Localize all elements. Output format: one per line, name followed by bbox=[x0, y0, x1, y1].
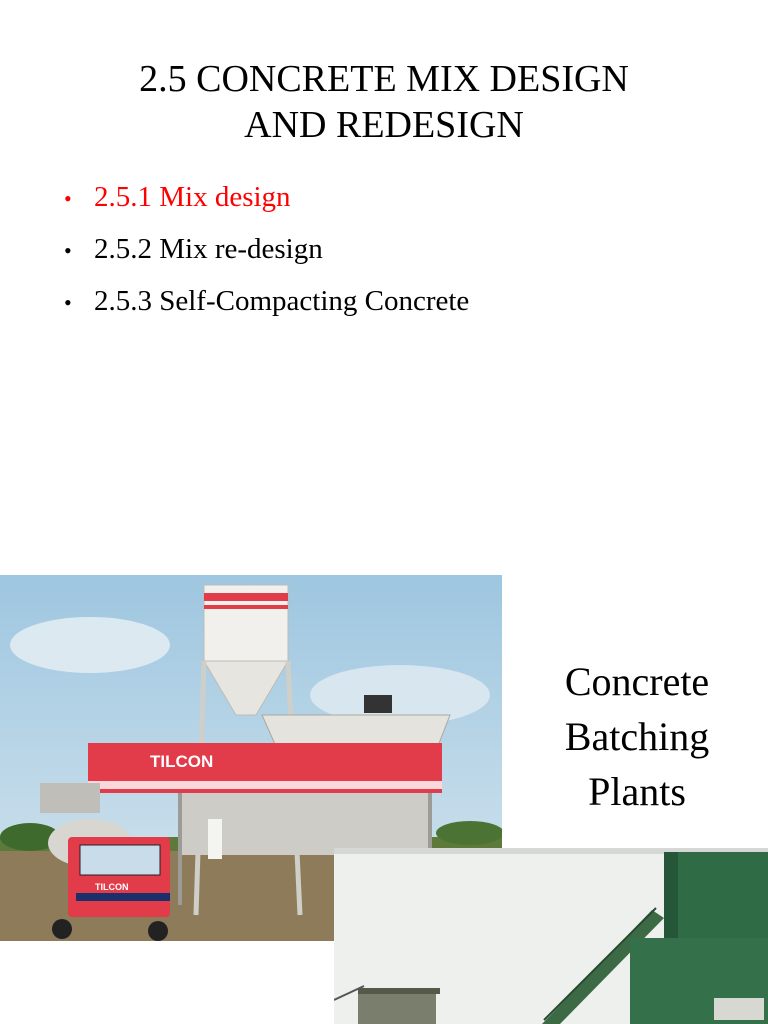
bullet-icon: • bbox=[64, 238, 72, 263]
bullet-label: 2.5.3 Self-Compacting Concrete bbox=[94, 285, 470, 317]
plant-sign-text: TILCON bbox=[150, 752, 214, 771]
bullet-icon: • bbox=[64, 186, 72, 211]
bullet-icon: • bbox=[64, 290, 72, 315]
bullet-item bbox=[64, 276, 469, 328]
title-line-1: 2.5 CONCRETE MIX DESIGN bbox=[139, 58, 629, 100]
bullet-item bbox=[64, 224, 469, 276]
slide-title bbox=[0, 56, 768, 148]
caption-line-2: Batching bbox=[564, 714, 710, 759]
bullet-label: 2.5.2 Mix re-design bbox=[94, 233, 323, 265]
green-plant-photo bbox=[334, 848, 768, 1024]
bullet-list bbox=[64, 172, 469, 328]
truck-sign-text: TILCON bbox=[95, 882, 129, 892]
title-line-2: AND REDESIGN bbox=[244, 104, 524, 146]
photo-caption bbox=[532, 654, 742, 819]
caption-line-3: Plants bbox=[588, 769, 686, 814]
bullet-label: 2.5.1 Mix design bbox=[94, 181, 291, 213]
bullet-item bbox=[64, 172, 469, 224]
caption-line-1: Concrete bbox=[564, 659, 710, 704]
